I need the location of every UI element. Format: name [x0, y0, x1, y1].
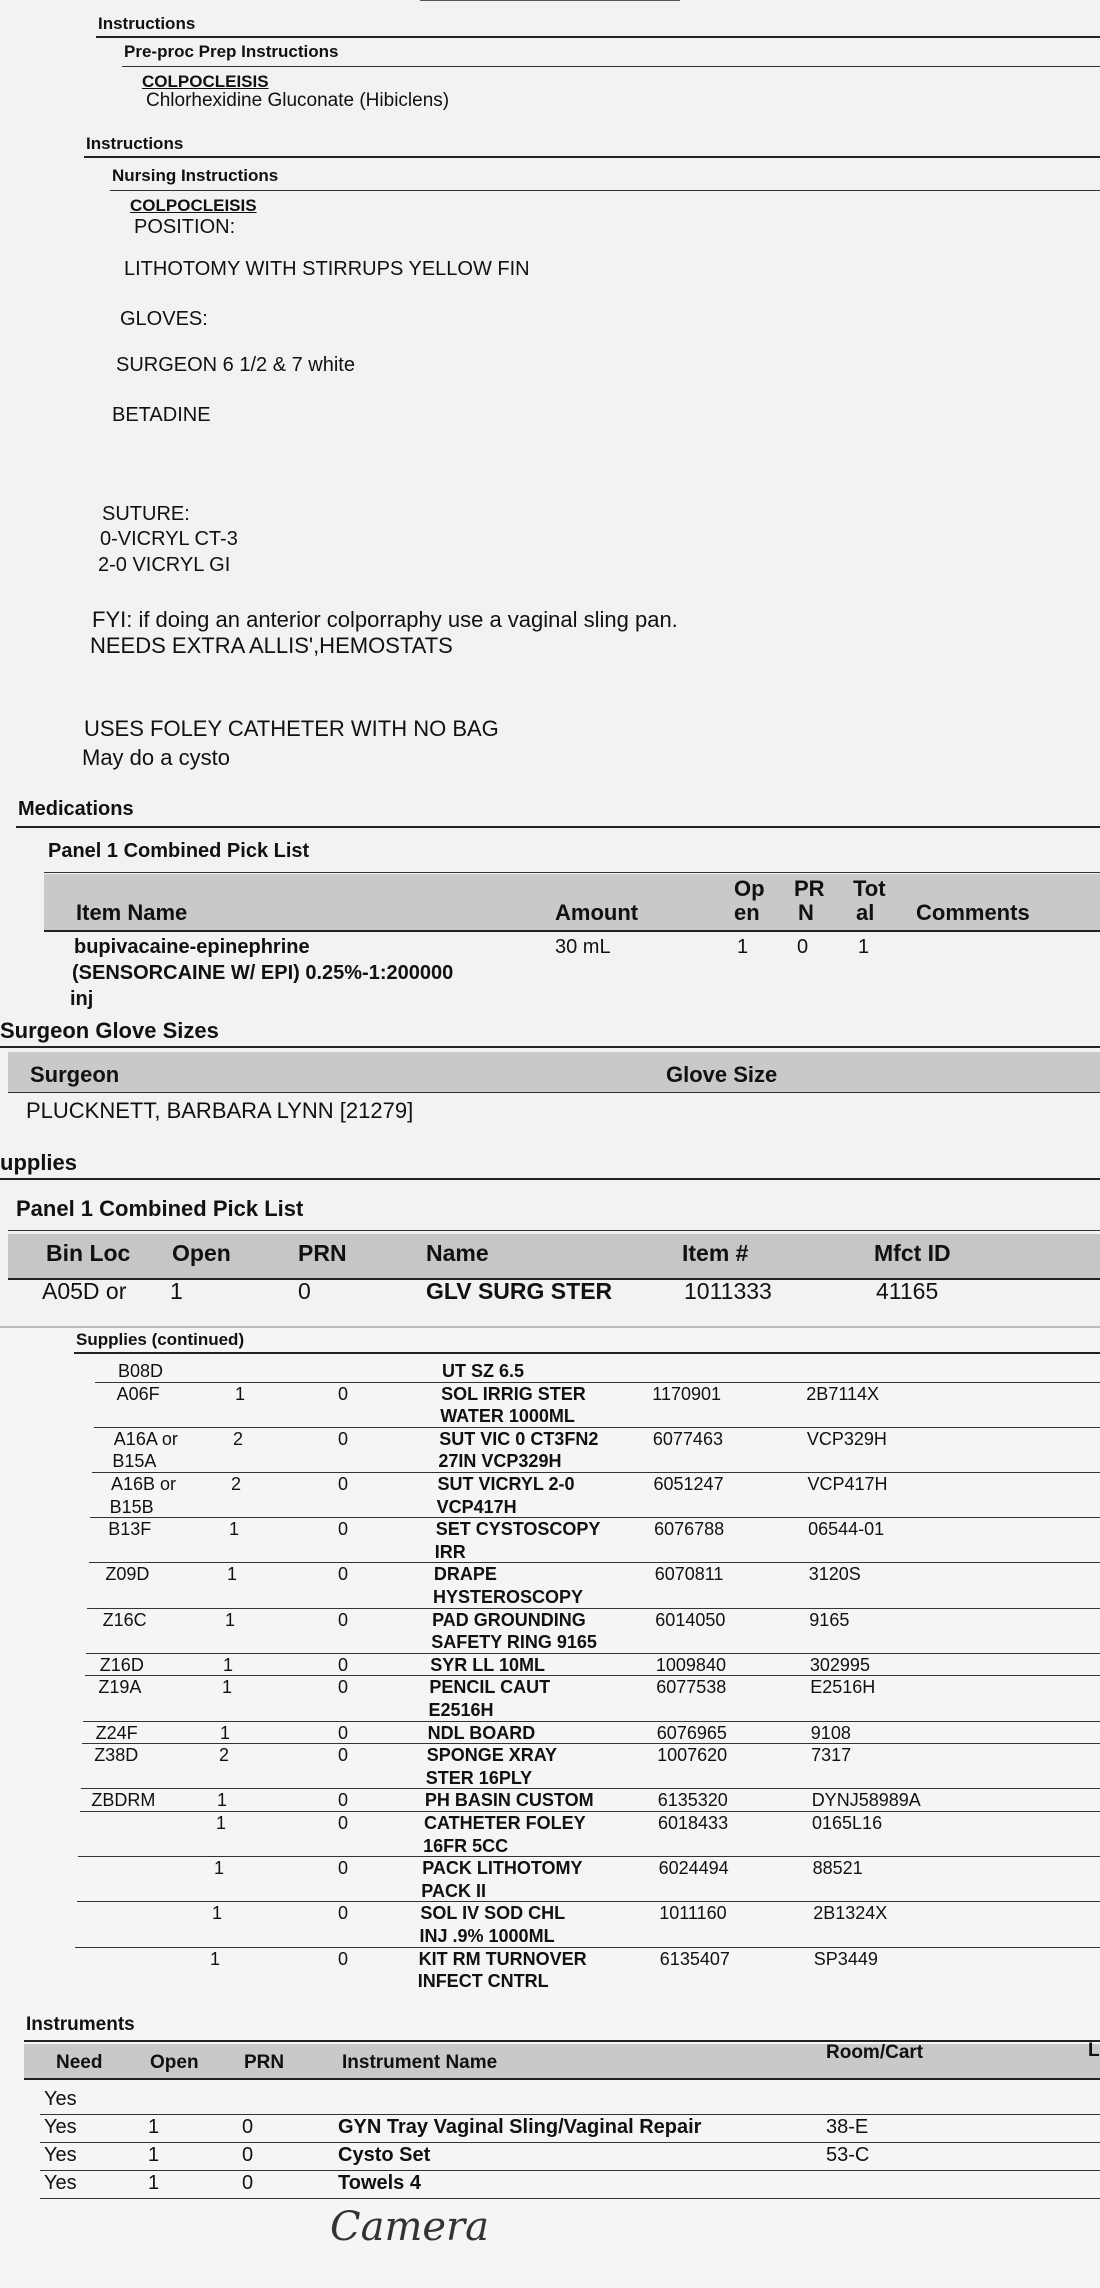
- supplies-cont-mfct: 06544-01: [808, 1519, 885, 1540]
- supplies-cont-mfct: 2B7114X: [806, 1383, 880, 1404]
- nursing-line: POSITION:: [134, 216, 236, 238]
- divider: [110, 190, 1100, 191]
- instrument-name: Cysto Set: [338, 2144, 431, 2166]
- supplies-col-mfct: Mfct ID: [874, 1240, 951, 1266]
- supplies-cont-mfct: 7317: [811, 1745, 852, 1766]
- row-divider: [80, 1811, 1100, 1812]
- med-col-comments: Comments: [916, 900, 1030, 925]
- supplies-cont-open: 1: [210, 1948, 221, 1969]
- supplies-cont-mfct: E2516H: [810, 1677, 876, 1698]
- supplies-cont-name: SUT VIC 0 CT3FN2: [439, 1428, 599, 1449]
- supplies-cont-mfct: 302995: [809, 1654, 870, 1675]
- supplies-cont-prn: 0: [338, 1677, 349, 1698]
- med-row-name: (SENSORCAINE W/ EPI) 0.25%-1:200000: [72, 962, 454, 984]
- supplies-cont-item: 1009840: [655, 1654, 726, 1675]
- instr-col-name: Instrument Name: [342, 2052, 498, 2073]
- supplies-cont-name: SYR LL 10ML: [430, 1654, 545, 1675]
- supplies-cont-open: 1: [223, 1654, 234, 1675]
- supplies-cont-name: UT SZ 6.5: [442, 1361, 525, 1381]
- med-col-total: al: [856, 900, 875, 925]
- med-row-total: 1: [858, 936, 870, 958]
- nursing-line: May do a cysto: [82, 745, 230, 770]
- supplies-cont-mfct: 9165: [809, 1609, 850, 1630]
- instrument-open: 1: [148, 2172, 160, 2194]
- divider: [24, 2078, 1100, 2080]
- row-divider: [95, 1382, 1100, 1383]
- divider: [0, 1178, 1100, 1180]
- supplies-cont-open: 1: [220, 1722, 231, 1743]
- instrument-prn: 0: [242, 2144, 254, 2166]
- instr-col-extra: L: [1088, 2040, 1100, 2061]
- nursing-subheader: Nursing Instructions: [112, 166, 279, 185]
- supplies-row-open: 1: [170, 1278, 183, 1304]
- supplies-cont-name: IRR: [434, 1541, 466, 1562]
- supplies-cont-prn: 0: [338, 1722, 349, 1743]
- supplies-cont-mfct: 0165L16: [812, 1813, 883, 1833]
- divider: [8, 1230, 1100, 1231]
- supplies-cont-item: 6076788: [654, 1519, 725, 1540]
- supplies-cont-bin: A06F: [116, 1383, 160, 1404]
- row-divider: [40, 2114, 1100, 2115]
- supplies-header: upplies: [0, 1150, 78, 1175]
- med-col-prn: PR: [794, 876, 825, 901]
- row-divider: [83, 1721, 1100, 1722]
- supplies-cont-mfct: DYNJ58989A: [811, 1790, 921, 1811]
- supplies-cont-mfct: SP3449: [813, 1948, 878, 1969]
- supplies-cont-prn: 0: [338, 1858, 349, 1879]
- supplies-cont-bin: Z38D: [94, 1745, 139, 1766]
- glove-table-header-bg: [8, 1052, 1100, 1092]
- row-divider: [94, 1427, 1100, 1428]
- supplies-cont-bin: B13F: [108, 1519, 152, 1540]
- supplies-cont-prn: 0: [338, 1948, 349, 1969]
- supplies-cont-name: DRAPE: [433, 1564, 497, 1585]
- supplies-cont-open: 2: [219, 1745, 230, 1766]
- row-divider: [86, 1653, 1100, 1654]
- supplies-row-bin: A05D or: [42, 1278, 127, 1304]
- supplies-cont-open: 1: [217, 1790, 228, 1811]
- divider: [96, 36, 1100, 38]
- preop-procedure: COLPOCLEISIS: [142, 72, 269, 91]
- supplies-cont-name: INFECT CNTRL: [417, 1971, 549, 1992]
- supplies-cont-name: SPONGE XRAY: [426, 1745, 558, 1766]
- row-divider: [92, 1472, 1100, 1473]
- med-panel-title: Panel 1 Combined Pick List: [48, 840, 310, 862]
- row-divider: [77, 1901, 1100, 1902]
- instrument-open: 1: [148, 2116, 160, 2138]
- supplies-cont-prn: 0: [338, 1564, 349, 1585]
- supplies-cont-bin: B08D: [118, 1361, 164, 1381]
- row-divider: [89, 1562, 1100, 1563]
- supplies-cont-mfct: 3120S: [808, 1564, 861, 1585]
- supplies-cont-open: 1: [229, 1519, 240, 1540]
- supplies-cont-name: PENCIL CAUT: [429, 1677, 551, 1698]
- supplies-cont-open: 1: [216, 1813, 227, 1833]
- supplies-cont-item: 6014050: [655, 1609, 726, 1630]
- nursing-line: SUTURE:: [102, 503, 190, 525]
- divider: [74, 1352, 1100, 1354]
- supplies-cont-mfct: VCP329H: [806, 1428, 887, 1449]
- med-row-amount: 30 mL: [555, 936, 611, 958]
- supplies-row-name: GLV SURG STER: [426, 1278, 613, 1304]
- supplies-cont-item: 1170901: [652, 1383, 722, 1404]
- instrument-room: 53-C: [826, 2144, 870, 2166]
- supplies-cont-name: 16FR 5CC: [423, 1835, 509, 1856]
- supplies-cont-item: 6051247: [653, 1474, 724, 1494]
- supplies-cont-open: 2: [233, 1428, 244, 1449]
- supplies-cont-name: INJ .9% 1000ML: [419, 1926, 555, 1946]
- supplies-cont-bin: Z16D: [99, 1654, 144, 1675]
- supplies-cont-prn: 0: [338, 1519, 349, 1540]
- med-row-name: bupivacaine-epinephrine: [74, 936, 310, 958]
- handwritten-note: Camera: [330, 2204, 490, 2250]
- nursing-line: NEEDS EXTRA ALLIS',HEMOSTATS: [90, 633, 453, 658]
- supplies-cont-item: 1011160: [659, 1903, 727, 1924]
- supplies-col-open: Open: [172, 1240, 231, 1266]
- supplies-cont-bin: A16A or: [113, 1428, 178, 1449]
- supplies-cont-name: WATER 1000ML: [440, 1406, 575, 1427]
- instrument-need: Yes: [44, 2144, 77, 2166]
- divider: [16, 826, 1100, 828]
- nursing-line: GLOVES:: [120, 308, 208, 330]
- row-divider: [85, 1675, 1100, 1676]
- supplies-cont-item: 1007620: [657, 1745, 728, 1766]
- supplies-cont-item: 6018433: [658, 1813, 729, 1833]
- supplies-cont-name: STER 16PLY: [425, 1767, 533, 1788]
- supplies-row-item: 1011333: [684, 1278, 772, 1304]
- supplies-cont-open: 1: [214, 1858, 225, 1879]
- supplies-cont-mfct: 9108: [810, 1722, 851, 1743]
- row-divider: [81, 1788, 1100, 1789]
- divider: [44, 872, 1100, 873]
- nursing-line: 0-VICRYL CT-3: [100, 528, 238, 550]
- instr-col-room: Room/Cart: [826, 2042, 924, 2063]
- divider: [8, 1092, 1100, 1093]
- supplies-cont-name: KIT RM TURNOVER: [418, 1948, 587, 1969]
- instrument-prn: 0: [242, 2116, 254, 2138]
- preop-subheader: Pre-proc Prep Instructions: [124, 42, 339, 61]
- nursing-line: SURGEON 6 1/2 & 7 white: [116, 354, 355, 376]
- supplies-cont-item: 6135320: [657, 1790, 728, 1811]
- supplies-cont-name: SOL IV SOD CHL: [420, 1903, 566, 1924]
- supplies-cont-bin: ZBDRM: [91, 1790, 156, 1811]
- glove-sizes-header: Surgeon Glove Sizes: [0, 1018, 219, 1043]
- divider: [122, 66, 1100, 67]
- supplies-col-name: Name: [426, 1240, 489, 1266]
- med-row-name: inj: [70, 988, 94, 1010]
- row-divider: [75, 1947, 1100, 1948]
- instr-col-need: Need: [56, 2052, 103, 2073]
- nursing-line: LITHOTOMY WITH STIRRUPS YELLOW FIN: [124, 258, 530, 280]
- supplies-cont-item: 6076965: [656, 1722, 727, 1743]
- supplies-col-item: Item #: [682, 1240, 749, 1266]
- instrument-need: Yes: [44, 2172, 77, 2194]
- divider: [44, 930, 1100, 932]
- supplies-row-mfct: 41165: [876, 1278, 939, 1304]
- supplies-cont-mfct: 2B1324X: [813, 1903, 888, 1924]
- medications-header: Medications: [18, 798, 134, 820]
- glove-surgeon-name: PLUCKNETT, BARBARA LYNN [21279]: [26, 1098, 414, 1123]
- supplies-cont-bin: A16B or: [111, 1474, 177, 1494]
- supplies-cont-open: 1: [225, 1609, 236, 1630]
- row-divider: [90, 1517, 1100, 1518]
- supplies-cont-name: NDL BOARD: [427, 1722, 536, 1743]
- med-col-total: Tot: [853, 876, 886, 901]
- supplies-cont-item: 6077538: [656, 1677, 727, 1698]
- supplies-cont-prn: 0: [338, 1383, 349, 1404]
- row-divider: [87, 1608, 1100, 1609]
- supplies-cont-name: SOL IRRIG STER: [441, 1383, 586, 1404]
- supplies-cont-bin: Z16C: [102, 1609, 147, 1630]
- supplies-cont-mfct: 88521: [812, 1858, 863, 1879]
- preop-prep: Chlorhexidine Gluconate (Hibiclens): [146, 90, 450, 111]
- supplies-cont-open: 2: [231, 1474, 242, 1494]
- supplies-cont-bin: Z09D: [105, 1564, 150, 1585]
- divider: [0, 1046, 1100, 1048]
- supplies-cont-name: HYSTEROSCOPY: [433, 1587, 584, 1607]
- med-col-open: Op: [734, 876, 765, 901]
- instrument-need: Yes: [44, 2088, 77, 2110]
- nursing-instructions-header: Instructions: [86, 134, 184, 153]
- supplies-cont-item: 6070811: [654, 1564, 724, 1585]
- supplies-cont-name: SET CYSTOSCOPY: [435, 1519, 601, 1540]
- nursing-procedure: COLPOCLEISIS: [130, 196, 257, 215]
- supplies-cont-mfct: VCP417H: [807, 1474, 888, 1494]
- supplies-cont-name: PAD GROUNDING: [432, 1609, 586, 1630]
- divider: [24, 2040, 1100, 2042]
- instr-col-open: Open: [150, 2052, 199, 2073]
- instr-col-prn: PRN: [244, 2052, 285, 2073]
- supplies-col-bin: Bin Loc: [46, 1240, 131, 1266]
- supplies-cont-bin: B15A: [112, 1451, 157, 1472]
- row-divider: [40, 2170, 1100, 2171]
- med-col-open: en: [734, 900, 760, 925]
- supplies-cont-open: 1: [235, 1383, 246, 1404]
- top-edge-line: [420, 0, 680, 1]
- supplies-cont-bin: Z24F: [95, 1722, 138, 1743]
- supplies-cont-name: CATHETER FOLEY: [424, 1813, 586, 1833]
- med-col-item-name: Item Name: [76, 900, 188, 925]
- nursing-line: FYI: if doing an anterior colporraphy use a vaginal sling pan.: [92, 607, 678, 632]
- supplies-cont-prn: 0: [338, 1790, 349, 1811]
- supplies-cont-name: PACK LITHOTOMY: [422, 1858, 583, 1879]
- supplies-cont-item: 6135407: [659, 1948, 730, 1969]
- preop-instructions-header: Instructions: [98, 14, 196, 33]
- supplies-cont-name: 27IN VCP329H: [438, 1451, 562, 1472]
- supplies-cont-item: 6024494: [658, 1858, 729, 1879]
- supplies-cont-name: PH BASIN CUSTOM: [424, 1790, 594, 1811]
- med-row-open: 1: [737, 936, 749, 958]
- supplies-cont-open: 1: [227, 1564, 238, 1585]
- supplies-row-prn: 0: [298, 1278, 311, 1304]
- supplies-cont-open: 1: [222, 1677, 233, 1698]
- row-divider: [40, 2142, 1100, 2143]
- supplies-cont-prn: 0: [338, 1474, 349, 1494]
- divider: [84, 156, 1100, 158]
- glove-col-surgeon: Surgeon: [30, 1062, 120, 1087]
- supplies-cont-header: Supplies (continued): [76, 1330, 245, 1349]
- nursing-line: 2-0 VICRYL GI: [98, 554, 231, 576]
- supplies-cont-bin: Z19A: [98, 1677, 142, 1698]
- instrument-name: GYN Tray Vaginal Sling/Vaginal Repair: [338, 2116, 702, 2138]
- supplies-cont-open: 1: [212, 1903, 223, 1924]
- supplies-cont-prn: 0: [338, 1903, 349, 1924]
- med-col-prn: N: [798, 900, 814, 925]
- instrument-name: Towels 4: [338, 2172, 421, 2194]
- glove-col-size: Glove Size: [666, 1062, 778, 1087]
- med-row-prn: 0: [797, 936, 809, 958]
- supplies-cont-name: SAFETY RING 9165: [431, 1632, 597, 1653]
- instrument-room: 38-E: [826, 2116, 869, 2138]
- instrument-open: 1: [148, 2144, 160, 2166]
- supplies-panel-title: Panel 1 Combined Pick List: [16, 1196, 304, 1221]
- supplies-cont-prn: 0: [338, 1745, 349, 1766]
- row-divider: [82, 1743, 1100, 1744]
- supplies-cont-name: SUT VICRYL 2-0: [437, 1474, 575, 1494]
- supplies-col-prn: PRN: [298, 1240, 347, 1266]
- supplies-cont-bin: B15B: [109, 1496, 154, 1517]
- supplies-cont-item: 6077463: [652, 1428, 723, 1449]
- row-divider: [78, 1856, 1100, 1857]
- med-col-amount: Amount: [555, 900, 639, 925]
- supplies-cont-prn: 0: [338, 1813, 349, 1833]
- supplies-cont-name: E2516H: [428, 1700, 494, 1720]
- supplies-cont-prn: 0: [338, 1654, 349, 1675]
- instrument-prn: 0: [242, 2172, 254, 2194]
- instruments-header: Instruments: [26, 2014, 135, 2035]
- nursing-line: USES FOLEY CATHETER WITH NO BAG: [84, 716, 499, 741]
- supplies-cont-name: VCP417H: [436, 1496, 517, 1517]
- supplies-cont-prn: 0: [338, 1609, 349, 1630]
- row-divider: [40, 2198, 1100, 2199]
- nursing-line: BETADINE: [112, 404, 211, 426]
- supplies-cont-name: PACK II: [421, 1880, 486, 1901]
- instrument-need: Yes: [44, 2116, 77, 2138]
- supplies-cont-prn: 0: [338, 1428, 349, 1449]
